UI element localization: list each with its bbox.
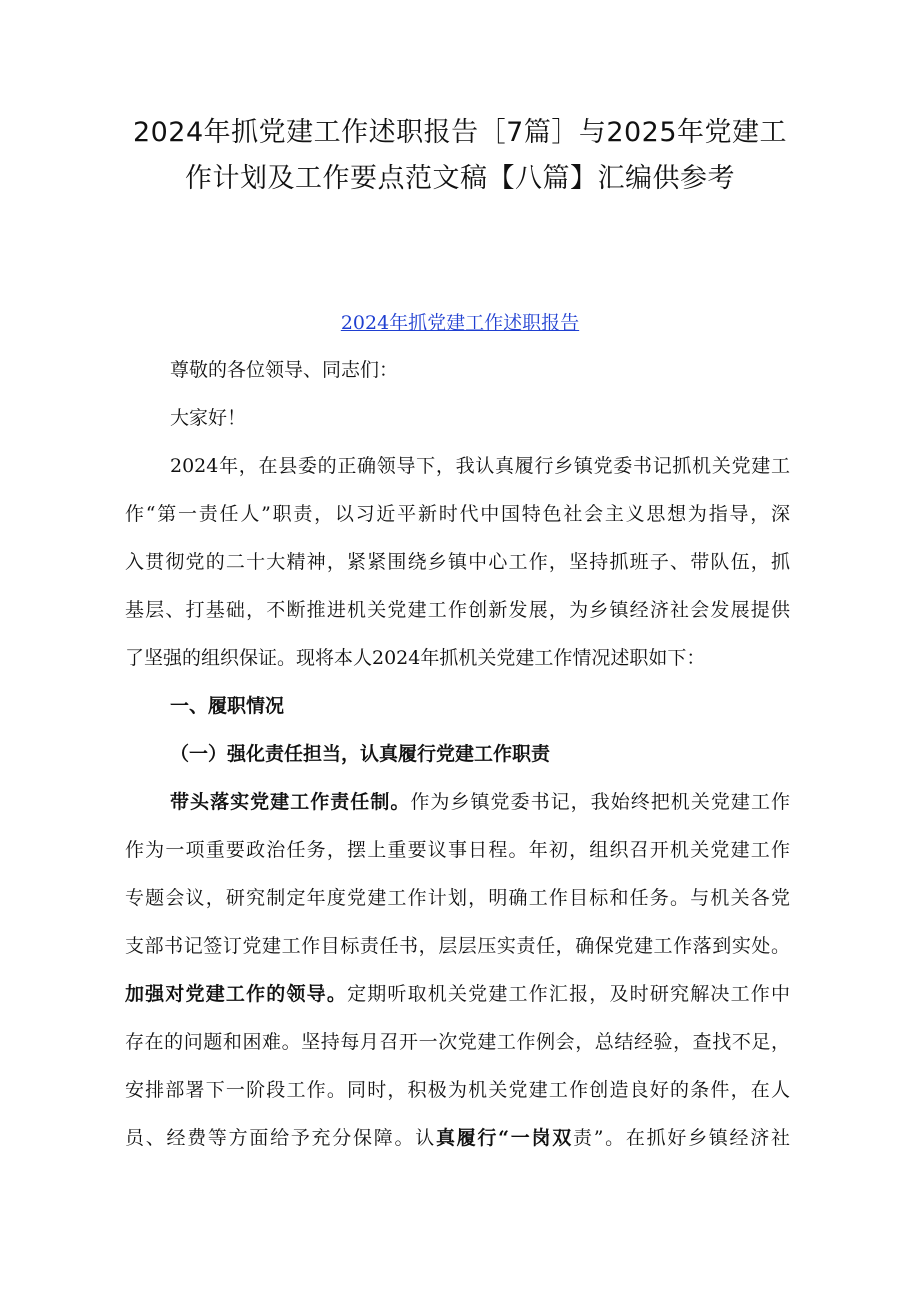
- intro-line-5: 了坚强的组织保证。现将本人2024年抓机关党建工作情况述职如下：: [125, 647, 706, 669]
- intro-line-2: 作“第一责任人”职责，以习近平新时代中国特色社会主义思想为指导，深: [125, 503, 790, 525]
- section-heading: 一、履职情况: [170, 695, 285, 717]
- greeting-hello: 大家好！: [170, 407, 247, 429]
- greeting: 尊敬的各位领导、同志们：: [170, 359, 399, 381]
- para2-line-4-end: 责”。在抓好乡镇经济社: [572, 1127, 790, 1149]
- intro-line-3: 入贯彻党的二十大精神，紧紧围绕乡镇中心工作，坚持抓班子、带队伍，抓: [125, 551, 790, 573]
- document-title: [110, 110, 810, 202]
- title-line-2: 作计划及工作要点范文稿【八篇】汇编供参考: [185, 163, 735, 194]
- para1-line-2: 作为一项重要政治任务，摆上重要议事日程。年初，组织召开机关党建工作: [125, 839, 790, 861]
- para2-bold-lead: 加强对党建工作的领导。: [125, 983, 348, 1005]
- para2-line-4-start: 员、经费等方面给予充分保障。认: [125, 1127, 436, 1149]
- para2-line-4-bold: 真履行“一岗双: [435, 1127, 573, 1149]
- para2-line-3: 安排部署下一阶段工作。同时，积极为机关党建工作创造良好的条件，在人: [125, 1079, 790, 1101]
- para1-line-4: 支部书记签订党建工作目标责任书，层层压实责任，确保党建工作落到实处。: [125, 935, 790, 957]
- para2-line-1: [125, 979, 790, 1009]
- para2-line-4: [125, 1123, 790, 1153]
- title-line-1: 2024年抓党建工作述职报告［7篇］与2025年党建工: [132, 117, 788, 148]
- para2-line-1-rest: 定期听取机关党建工作汇报，及时研究解决工作中: [347, 983, 790, 1005]
- para1-bold-lead: 带头落实党建工作责任制。: [170, 791, 411, 813]
- para1-line-1: [125, 787, 790, 817]
- para1-line-3: 专题会议，研究制定年度党建工作计划，明确工作目标和任务。与机关各党: [125, 887, 790, 909]
- subsection-heading: （一）强化责任担当，认真履行党建工作职责: [170, 743, 551, 765]
- para1-line-1-rest: 作为乡镇党委书记，我始终把机关党建工作: [410, 791, 790, 813]
- para2-line-2: 存在的问题和困难。坚持每月召开一次党建工作例会，总结经验，查找不足，: [125, 1031, 790, 1053]
- report-subtitle-link[interactable]: 2024年抓党建工作述职报告: [340, 312, 580, 334]
- intro-line-4: 基层、打基础，不断推进机关党建工作创新发展，为乡镇经济社会发展提供: [125, 599, 790, 621]
- intro-line-1: 2024年，在县委的正确领导下，我认真履行乡镇党委书记抓机关党建工: [170, 455, 790, 477]
